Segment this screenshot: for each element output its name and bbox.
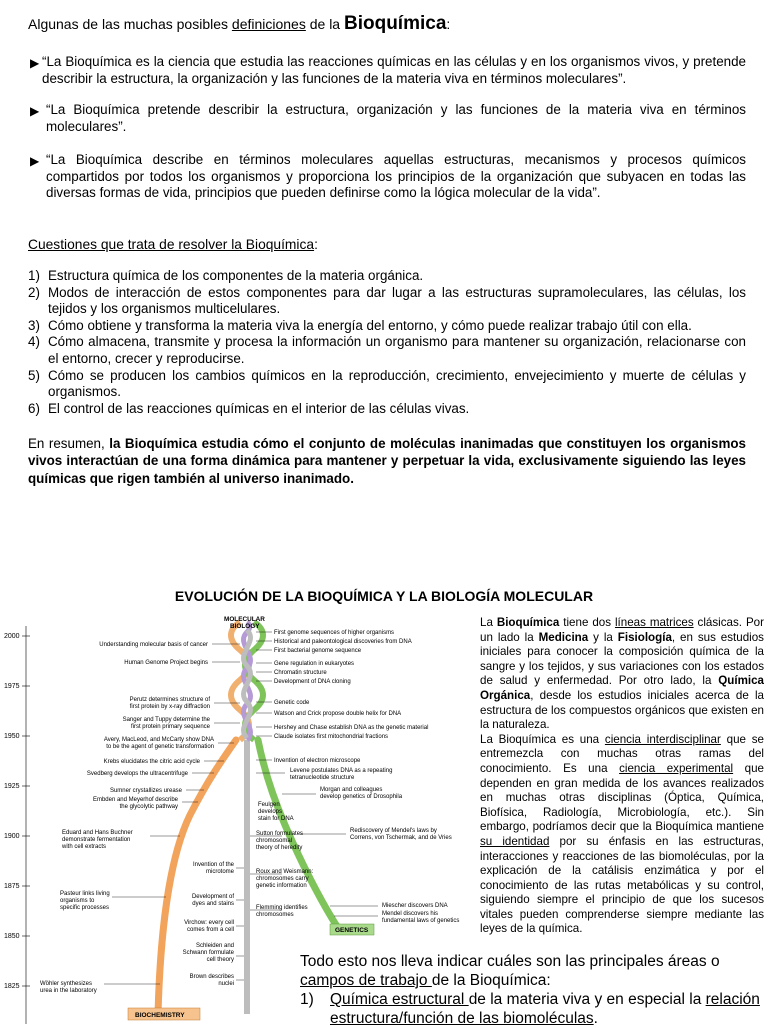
timeline-event: Genetic code: [274, 700, 310, 706]
timeline-event: Miescher discovers DNA: [382, 903, 448, 909]
timeline-event: Invention of electron microscope: [274, 758, 361, 764]
timeline-event: Understanding molecular basis of cancer: [99, 642, 208, 648]
timeline-event: first protein by x-ray diffraction: [129, 704, 210, 710]
paragraph: [480, 733, 764, 937]
timeline-event: Roux and Weismann:: [256, 869, 314, 875]
right-column-text: [480, 616, 764, 937]
text-run: que se entremezcla con muchas otras ramas del conocimiento. Es una: [480, 732, 764, 775]
text-run: Química Orgánica: [480, 674, 764, 702]
year-label: 1875: [4, 883, 20, 890]
timeline-event: develop genetics of Drosophila: [320, 794, 403, 800]
list-item: 3) Cómo obtiene y transforma la materia viva la energía del entorno, y cómo puede realizar trabajo útil con ella.: [28, 317, 692, 333]
biochemistry-strand: [158, 740, 236, 1014]
year-axis: [4, 626, 30, 1024]
timeline-event: Sutton formulates: [256, 831, 304, 837]
year-label: 1825: [4, 983, 20, 990]
genetics-label: GENETICS: [335, 927, 369, 934]
timeline-event: Claude isolates first mitochondrial fractions: [274, 734, 389, 740]
definition-item: ▶ “La Bioquímica pretende describir la estructura, organización y las funciones de la materia viva en términos moleculares”.: [30, 102, 746, 134]
text-run: Fisiología: [617, 630, 672, 644]
definitions-link: definiciones: [231, 16, 306, 32]
year-label: 1850: [4, 933, 20, 940]
timeline-event: organisms to: [60, 898, 95, 904]
timeline-event: Krebs elucidates the citric acid cycle: [103, 759, 200, 765]
text-run: La: [480, 616, 497, 629]
definition-item: ▶ “La Bioquímica es la ciencia que estudia las reacciones químicas en las células y en los organismos vivos, y pretende describir la estructura, la organización y las funciones de la materia viva en términos moleculares”.: [30, 54, 746, 86]
work-areas-intro: Todo esto nos lleva indicar cuáles son las principales áreas o campos de trabajo de la Bioquímica:: [300, 953, 720, 989]
timeline-event: Avery, MacLeod, and McCarty show DNA: [103, 737, 214, 743]
definitions-heading: Algunas de las muchas posibles definiciones de la Bioquímica:: [28, 13, 451, 34]
questions-list: [28, 268, 746, 417]
timeline-event: stain for DNA: [258, 816, 294, 822]
timeline-event: first protein primary sequence: [130, 724, 210, 730]
timeline-event: Watson and Crick propose double helix for DNA: [274, 711, 402, 717]
summary-paragraph: En resumen, la Bioquímica estudia cómo el conjunto de moléculas inanimadas que constituyen los organismos vivos interactúan de una forma dinámica para mantener y perpetuar la vida, exclusivamente siguiendo las leyes químicas que rigen también al universo inanimado.: [28, 436, 747, 486]
timeline-event: Development of DNA cloning: [274, 679, 351, 685]
timeline-event: fundamental laws of genetics: [382, 918, 460, 924]
text-run: su identidad: [480, 834, 550, 848]
timeline-event: Schwann formulate: [182, 950, 234, 956]
molecular-biology-label: BIOLOGY: [230, 623, 260, 630]
timeline-event: Levene postulates DNA as a repeating: [290, 768, 393, 774]
timeline-event: genetic information: [256, 883, 307, 889]
left-events-lower: [40, 830, 133, 994]
text-run: líneas matrices: [614, 616, 694, 629]
timeline-event: Historical and paleontological discoveries from DNA: [274, 639, 412, 645]
bullet-triangle-icon: ▶: [30, 104, 40, 118]
list-item: 4) Cómo almacena, transmite y procesa la información un organismo para mantener su organización, relacionarse con el entorno, crecer y reproducirse.: [28, 334, 746, 366]
text-run: ciencia interdisciplinar: [604, 732, 721, 746]
timeline-event: Pasteur links living: [60, 891, 110, 897]
bullet-triangle-icon: ▶: [30, 56, 40, 70]
timeline-event: Svedberg develops the ultracentrifuge: [86, 771, 188, 777]
timeline-event: tetranucleotide structure: [290, 775, 355, 781]
timeline-event: the glycolytic pathway: [119, 804, 178, 810]
timeline-event: Virchow: every cell: [184, 920, 234, 926]
text-run: Bioquímica: [496, 616, 560, 629]
list-item: 1) Estructura química de los componentes de la materia orgánica.: [28, 268, 424, 283]
text-run: por su énfasis en las estructuras, interacciones y reacciones de las biomoléculas, por la explicación de la catálisis enzimática y por el conocimiento de las rutas metabólicas y su control, siguiendo siempre el principio de que los sucesos vitales pueden comprenderse siempre mediante las leyes de la química.: [480, 834, 764, 936]
definition-item: ▶ “La Bioquímica describe en términos moleculares aquellas estructuras, mecanismos y procesos químicos compartidos por todos los organismos y proporciona los principios de la organización que subyacen en todas las diversas formas de vida, principios que pueden definirse como la lógica molecular de la vida”.: [30, 152, 746, 201]
timeline-event: Rediscovery of Mendel's laws by: [350, 828, 437, 834]
timeline-event: chromosomes: [256, 912, 294, 918]
timeline-event: to be the agent of genetic transformation: [106, 744, 214, 750]
timeline-event: Human Genome Project begins: [124, 660, 208, 666]
timeline-event: Gene regulation in eukaryotes: [274, 661, 355, 667]
timeline-event: with cell extracts: [62, 844, 107, 850]
text-run: ciencia experimental: [619, 761, 734, 775]
timeline-event: Schleiden and: [195, 943, 234, 949]
text-run: , en sus estudios iniciales para conocer la composición química de la sangre y los tejidos, y sus variaciones con los estados de salud y enfermedad. Por otro lado, la: [480, 630, 764, 688]
list-item: 5) Cómo se producen los cambios químicos en la reproducción, crecimiento, envejecimiento y muerte de células y organismos.: [28, 367, 746, 400]
timeline-event: cell theory: [206, 957, 234, 963]
heading-term: Bioquímica: [343, 13, 447, 34]
timeline-event: Invention of the: [192, 862, 234, 868]
year-label: 1925: [4, 783, 20, 790]
timeline-event: Sumner crystallizes urease: [109, 788, 182, 794]
molecular-biology-label: MOLECULAR: [224, 616, 265, 623]
timeline-event: dyes and stains: [192, 901, 234, 907]
text-run: tiene dos: [559, 616, 615, 629]
bullet-triangle-icon: ▶: [30, 154, 40, 168]
list-item: 6) El control de las reacciones químicas en el interior de las células vivas.: [28, 400, 470, 416]
timeline-event: Mendel discovers his: [382, 911, 439, 917]
timeline-event: theory of heredity: [256, 845, 303, 851]
timeline-event: Correns, von Tschermak, and de Vries: [350, 835, 452, 841]
timeline-event: Morgan and colleagues: [320, 787, 383, 793]
timeline-event: Eduard and Hans Buchner: [62, 830, 133, 836]
timeline-event: comes from a cell: [186, 927, 234, 933]
timeline-event: Perutz determines structure of: [129, 697, 210, 703]
timeline-event: Flemming identifies: [256, 905, 308, 911]
timeline-event: Feulgen: [258, 802, 280, 808]
mid-events-left: [183, 862, 235, 987]
year-label: 1950: [4, 733, 20, 740]
text-run: que dependen en gran medida de los avances realizados en muchas otras disciplinas (Óptica, Química, Biofísica, Radiología, Microbiología, etc.). Sin embargo, podríamos decir que la Bioquímica mantiene: [480, 761, 765, 834]
year-label: 2000: [4, 633, 20, 640]
timeline-event: develops: [258, 809, 283, 815]
timeline-event: urea in the laboratory: [40, 988, 97, 994]
year-label: 1900: [4, 833, 20, 840]
timeline-event: nuclei: [218, 981, 234, 987]
definitions-list: [30, 54, 746, 204]
questions-heading: Cuestiones que trata de resolver la Bioquímica:: [28, 237, 318, 252]
timeline-event: demonstrate fermentation: [62, 837, 131, 843]
timeline-event: microtome: [205, 869, 234, 875]
timeline-event: Chromatin structure: [274, 670, 327, 676]
biochemistry-label: BIOCHEMISTRY: [135, 1012, 185, 1019]
text-run: , desde los estudios iniciales acerca de la estructura de los compuestos orgánicos que existen en la naturaleza.: [480, 688, 764, 732]
text-run: clásicas. Por un lado la: [480, 616, 764, 644]
timeline-event: Wöhler synthesizes: [40, 981, 93, 987]
timeline-event: specific processes: [60, 905, 110, 911]
timeline-event: Brown describes: [189, 974, 234, 980]
year-label: 1975: [4, 683, 20, 690]
timeline-event: chromosomes carry: [256, 876, 309, 882]
text-run: Medicina: [538, 630, 589, 644]
timeline-event: First genome sequences of higher organisms: [274, 630, 395, 636]
timeline-event: Development of: [191, 894, 234, 900]
text-run: La Bioquímica es una: [480, 732, 605, 746]
timeline-event: Hershey and Chase establish DNA as the genetic material: [274, 725, 429, 731]
paragraph: [480, 616, 764, 733]
text-run: y la: [588, 630, 618, 644]
section-title: EVOLUCIÓN DE LA BIOQUÍMICA Y LA BIOLOGÍA MOLECULAR: [174, 588, 594, 604]
timeline-event: Sanger and Tuppy determine the: [122, 717, 210, 723]
list-item: 2) Modos de interacción de estos componentes para dar lugar a las estructuras supramoleculares, las células, los tejidos y los organismos multicelulares.: [28, 284, 746, 317]
timeline-event: Embden and Meyerhof describe: [92, 797, 178, 803]
timeline-event: First bacterial genome sequence: [274, 648, 362, 654]
work-areas-section: [300, 952, 760, 1028]
list-item: 1) Química estructural de la materia viva y en especial la relación estructura/función de las biomoléculas.: [300, 991, 760, 1027]
timeline-event: chromosomal: [256, 838, 293, 844]
